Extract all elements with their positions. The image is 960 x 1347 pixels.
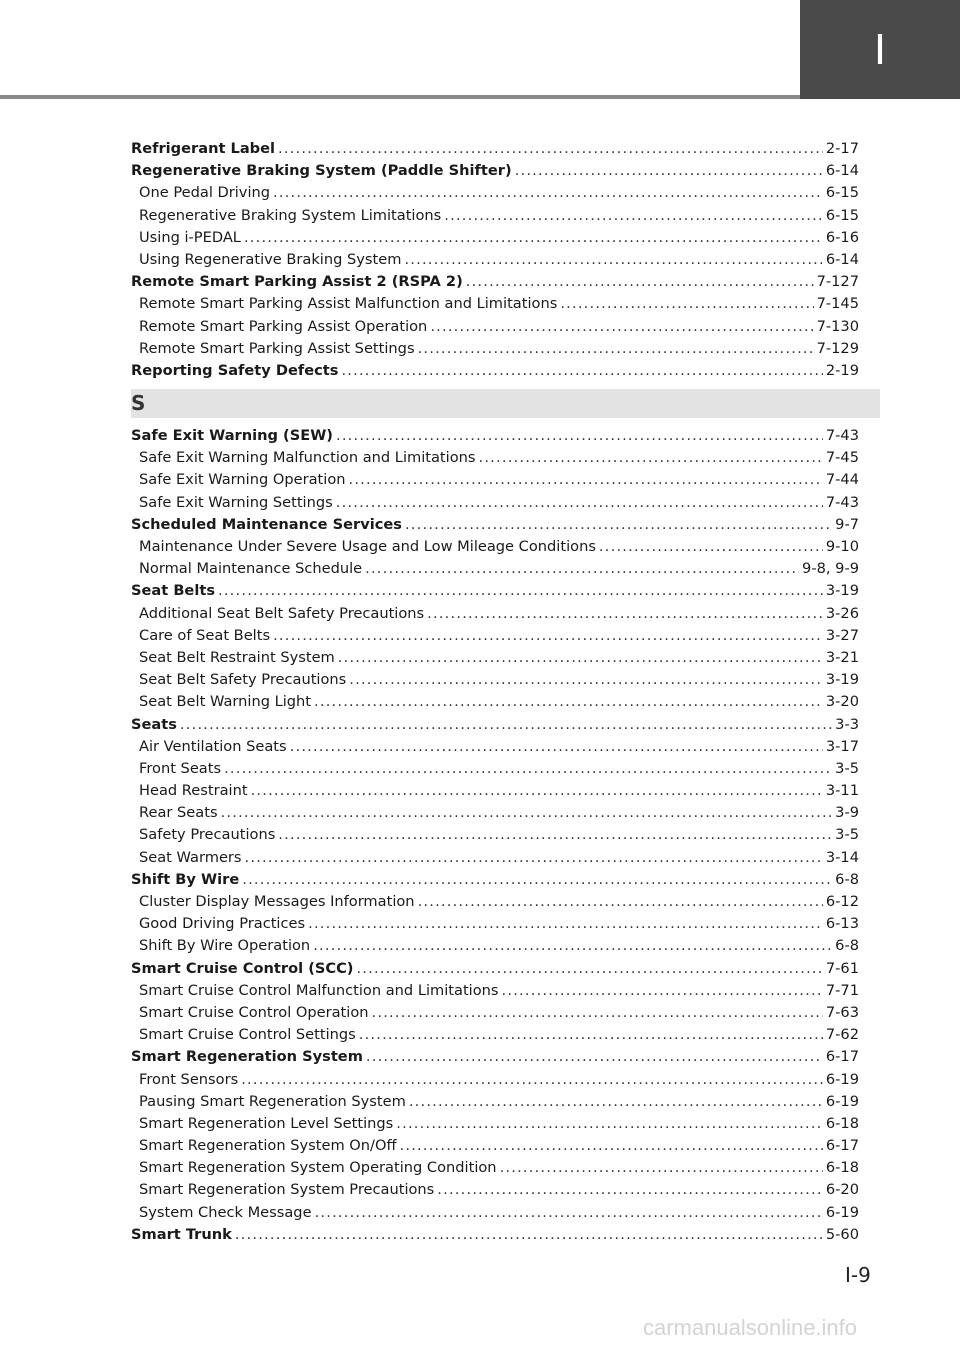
index-subentry[interactable]	[131, 935, 859, 957]
index-subentry[interactable]	[131, 1202, 859, 1224]
entry-label: Air Ventilation Seats	[139, 737, 287, 755]
dot-leader	[313, 935, 832, 957]
entry-page-ref: 9-8, 9-9	[802, 560, 859, 578]
entry-label: Smart Cruise Control Malfunction and Limitations	[139, 981, 499, 999]
entry-page-ref: 6-13	[825, 915, 859, 933]
dot-leader	[273, 182, 823, 204]
entry-page-ref: 6-19	[825, 1092, 859, 1110]
header-rule	[0, 95, 800, 99]
dot-leader	[396, 1113, 823, 1135]
watermark: carmanualsonline.info	[643, 1315, 858, 1340]
dot-leader	[405, 514, 832, 536]
index-subentry[interactable]	[131, 1179, 859, 1201]
entry-page-ref: 6-14	[825, 162, 859, 180]
index-entry[interactable]	[131, 869, 859, 891]
index-subentry[interactable]	[131, 913, 859, 935]
entry-label: Additional Seat Belt Safety Precautions	[139, 604, 425, 622]
dot-leader	[409, 1091, 823, 1113]
entry-label: Shift By Wire	[131, 870, 240, 888]
entry-label: Smart Regeneration System On/Off	[139, 1137, 397, 1155]
entry-page-ref: 6-18	[825, 1114, 859, 1132]
entry-label: Using Regenerative Braking System	[139, 250, 402, 268]
dot-leader	[479, 447, 823, 469]
index-subentry[interactable]	[131, 736, 859, 758]
entry-page-ref: 7-45	[825, 449, 859, 467]
dot-leader	[366, 1046, 823, 1068]
entry-page-ref: 7-62	[825, 1026, 859, 1044]
entry-label: Seat Belt Warning Light	[139, 693, 312, 711]
entry-label: Front Seats	[139, 759, 222, 777]
entry-page-ref: 3-27	[825, 626, 859, 644]
dot-leader	[404, 249, 822, 271]
index-subentry[interactable]	[131, 847, 859, 869]
dot-leader	[278, 138, 823, 160]
dot-leader	[341, 360, 822, 382]
entry-page-ref: 6-17	[825, 1137, 859, 1155]
index-subentry[interactable]	[131, 338, 859, 360]
entry-label: Cluster Display Messages Information	[139, 893, 415, 910]
index-subentry[interactable]	[131, 780, 859, 802]
index-subentry[interactable]	[131, 647, 859, 669]
index-subentry[interactable]	[131, 492, 859, 514]
dot-leader	[336, 425, 823, 447]
dot-leader	[338, 647, 823, 669]
index-letter-tab: I	[800, 0, 960, 99]
entry-label: Good Driving Practices	[139, 915, 306, 933]
index-subentry[interactable]	[131, 691, 859, 713]
entry-page-ref: 3-26	[825, 604, 859, 622]
entry-page-ref: 6-20	[825, 1181, 859, 1199]
entry-page-ref: 3-11	[825, 782, 859, 800]
entry-label: Seat Warmers	[139, 848, 242, 866]
dot-leader	[502, 980, 823, 1002]
entry-label: Regenerative Braking System Limitations	[139, 206, 442, 224]
dot-leader	[308, 913, 823, 935]
index-subentry[interactable]	[131, 891, 859, 913]
index-entry[interactable]	[131, 714, 859, 736]
entry-page-ref: 7-129	[816, 339, 859, 357]
index-entry[interactable]	[131, 580, 859, 602]
dot-leader	[400, 1135, 823, 1157]
entry-page-ref: 2-17	[825, 140, 859, 157]
entry-page-ref: 3-19	[825, 582, 859, 600]
index-subentry[interactable]	[131, 1069, 859, 1091]
entry-label: System Check Message	[139, 1203, 312, 1221]
entry-label: Head Restraint	[139, 782, 248, 800]
dot-leader	[372, 1002, 823, 1024]
entry-label: Seats	[131, 715, 177, 733]
dot-leader	[418, 338, 814, 360]
index-subentry[interactable]	[131, 1091, 859, 1113]
index-subentry[interactable]	[131, 758, 859, 780]
entry-page-ref: 6-14	[825, 250, 859, 268]
entry-label: Using i-PEDAL	[139, 228, 241, 246]
entry-label: Remote Smart Parking Assist Settings	[139, 339, 415, 357]
entry-page-ref: 6-15	[825, 184, 859, 202]
index-entry[interactable]	[131, 138, 859, 160]
index-subentry[interactable]	[131, 293, 859, 315]
entry-page-ref: 6-19	[825, 1203, 859, 1221]
dot-leader	[356, 958, 822, 980]
dot-leader	[500, 1157, 823, 1179]
entry-label: Remote Smart Parking Assist 2 (RSPA 2)	[131, 273, 463, 291]
page-number: I-9	[845, 1263, 871, 1287]
index-subentry[interactable]	[131, 1157, 859, 1179]
dot-leader	[349, 469, 823, 491]
entry-page-ref: 6-16	[825, 228, 859, 246]
index-subentry[interactable]	[131, 205, 859, 227]
index-entry[interactable]	[131, 425, 859, 447]
index-subentry[interactable]	[131, 469, 859, 491]
entry-page-ref: 3-9	[835, 804, 859, 822]
entry-label: Remote Smart Parking Assist Malfunction and Limitations	[139, 295, 558, 313]
entry-page-ref: 7-43	[825, 493, 859, 511]
entry-label: Maintenance Under Severe Usage and Low Mileage Conditions	[139, 538, 596, 555]
entry-label: Seat Belts	[131, 582, 215, 600]
entry-page-ref: 2-19	[825, 361, 859, 379]
dot-leader	[560, 293, 813, 315]
entry-label: Smart Regeneration System Operating Condition	[139, 1159, 497, 1177]
entry-label: Scheduled Maintenance Services	[131, 515, 402, 533]
entry-label: Smart Regeneration Level Settings	[139, 1114, 394, 1132]
index-subentry[interactable]	[131, 980, 859, 1002]
dot-leader	[278, 824, 832, 846]
entry-page-ref: 3-3	[835, 715, 859, 733]
entry-page-ref: 6-19	[825, 1070, 859, 1088]
entry-label: Safe Exit Warning (SEW)	[131, 427, 333, 445]
dot-leader	[427, 603, 823, 625]
entry-label: Safe Exit Warning Malfunction and Limitations	[139, 449, 476, 467]
dot-leader	[418, 891, 823, 913]
entry-page-ref: 7-145	[816, 295, 859, 313]
entry-label: Regenerative Braking System (Paddle Shifter)	[131, 162, 512, 180]
entry-page-ref: 7-61	[825, 959, 859, 977]
entry-page-ref: 3-5	[835, 759, 859, 777]
dot-leader	[437, 1179, 823, 1201]
dot-leader	[444, 205, 823, 227]
dot-leader	[290, 736, 823, 758]
entry-label: Smart Cruise Control Operation	[139, 1003, 369, 1021]
index-entry[interactable]	[131, 360, 859, 382]
entry-page-ref: 7-71	[825, 981, 859, 999]
entry-label: Remote Smart Parking Assist Operation	[139, 317, 428, 335]
dot-leader	[218, 580, 823, 602]
entry-page-ref: 3-21	[825, 648, 859, 666]
entry-page-ref: 6-18	[825, 1159, 859, 1177]
dot-leader	[430, 316, 813, 338]
index-list	[131, 138, 859, 1246]
dot-leader	[349, 669, 823, 691]
entry-label: Smart Trunk	[131, 1225, 232, 1243]
index-subentry[interactable]	[131, 558, 859, 580]
entry-label: Seat Belt Safety Precautions	[139, 671, 347, 689]
entry-page-ref: 7-63	[825, 1003, 859, 1021]
entry-label: Care of Seat Belts	[139, 626, 271, 644]
entry-page-ref: 7-130	[816, 317, 859, 335]
entry-label: Smart Cruise Control Settings	[139, 1026, 356, 1044]
entry-label: Smart Regeneration System Precautions	[139, 1181, 435, 1199]
entry-label: Rear Seats	[139, 804, 218, 822]
entry-label: Safety Precautions	[139, 826, 276, 844]
dot-leader	[466, 271, 814, 293]
dot-leader	[314, 691, 823, 713]
dot-leader	[515, 160, 823, 182]
index-subentry[interactable]	[131, 669, 859, 691]
entry-page-ref: 6-17	[825, 1048, 859, 1066]
index-entry[interactable]	[131, 514, 859, 536]
dot-leader	[235, 1224, 823, 1246]
index-subentry[interactable]	[131, 603, 859, 625]
index-subentry[interactable]	[131, 1002, 859, 1024]
entry-label: Reporting Safety Defects	[131, 361, 339, 379]
dot-leader	[315, 1202, 823, 1224]
index-subentry[interactable]	[131, 227, 859, 249]
index-entry[interactable]	[131, 271, 859, 293]
index-subentry[interactable]	[131, 802, 859, 824]
dot-leader	[242, 869, 832, 891]
entry-label: One Pedal Driving	[139, 184, 271, 202]
entry-page-ref: 6-12	[825, 893, 859, 910]
entry-page-ref: 7-44	[825, 471, 859, 489]
entry-page-ref: 3-5	[835, 826, 859, 844]
index-subentry[interactable]	[131, 1024, 859, 1046]
index-entry[interactable]	[131, 1224, 859, 1246]
dot-leader	[273, 625, 823, 647]
entry-page-ref: 9-7	[835, 515, 859, 533]
entry-label: Refrigerant Label	[131, 140, 276, 157]
entry-page-ref: 7-127	[816, 273, 859, 291]
index-entry[interactable]	[131, 1046, 859, 1068]
entry-label: Shift By Wire Operation	[139, 937, 311, 955]
entry-label: Safe Exit Warning Settings	[139, 493, 333, 511]
entry-page-ref: 9-10	[825, 538, 859, 555]
dot-leader	[244, 227, 823, 249]
dot-leader	[359, 1024, 823, 1046]
entry-label: Safe Exit Warning Operation	[139, 471, 346, 489]
dot-leader	[251, 780, 823, 802]
index-subentry[interactable]	[131, 316, 859, 338]
entry-page-ref: 7-43	[825, 427, 859, 445]
index-entry[interactable]	[131, 958, 859, 980]
dot-leader	[180, 714, 832, 736]
entry-label: Front Sensors	[139, 1070, 239, 1088]
entry-label: Pausing Smart Regeneration System	[139, 1092, 406, 1110]
entry-page-ref: 6-8	[835, 870, 859, 888]
dot-leader	[599, 536, 823, 558]
index-entry[interactable]	[131, 160, 859, 182]
entry-page-ref: 6-8	[835, 937, 859, 955]
dot-leader	[241, 1069, 823, 1091]
entry-page-ref: 3-17	[825, 737, 859, 755]
index-subentry[interactable]	[131, 824, 859, 846]
index-subentry[interactable]	[131, 182, 859, 204]
index-subentry[interactable]	[131, 249, 859, 271]
dot-leader	[245, 847, 823, 869]
entry-label: Smart Regeneration System	[131, 1048, 363, 1066]
entry-label: Normal Maintenance Schedule	[139, 560, 363, 578]
dot-leader	[365, 558, 799, 580]
section-header	[131, 389, 880, 418]
index-subentry[interactable]	[131, 625, 859, 647]
dot-leader	[221, 802, 833, 824]
entry-page-ref: 6-15	[825, 206, 859, 224]
entry-label: Smart Cruise Control (SCC)	[131, 959, 354, 977]
index-subentry[interactable]	[131, 536, 859, 558]
entry-page-ref: 3-14	[825, 848, 859, 866]
entry-page-ref: 5-60	[825, 1225, 859, 1243]
entry-label: Seat Belt Restraint System	[139, 648, 335, 666]
index-subentry[interactable]	[131, 1113, 859, 1135]
entry-page-ref: 3-20	[825, 693, 859, 711]
dot-leader	[336, 492, 823, 514]
dot-leader	[224, 758, 832, 780]
entry-page-ref: 3-19	[825, 671, 859, 689]
index-subentry[interactable]	[131, 447, 859, 469]
section-letter: S	[131, 391, 146, 416]
index-subentry[interactable]	[131, 1135, 859, 1157]
